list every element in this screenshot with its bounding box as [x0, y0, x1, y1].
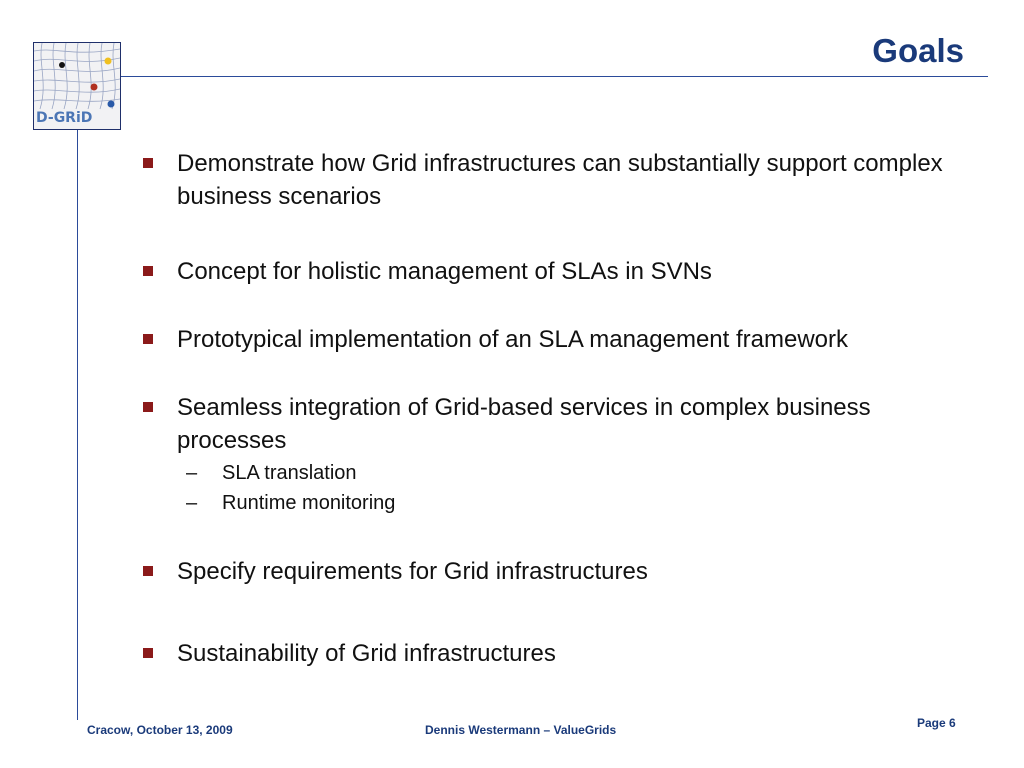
- bullet-square-icon: [143, 566, 153, 576]
- bullet-text: Seamless integration of Grid-based services in complex business processes: [177, 394, 871, 454]
- sub-bullet-text: SLA translation: [222, 462, 357, 484]
- bullet-square-icon: [143, 648, 153, 658]
- footer-author: Dennis Westermann – ValueGrids: [425, 723, 617, 737]
- bullet-item: [140, 555, 990, 588]
- sub-bullet-dash: –: [186, 462, 198, 484]
- bullet-text: Specify requirements for Grid infrastructures: [177, 558, 648, 585]
- bullet-item: [140, 255, 990, 288]
- side-rule: [77, 130, 78, 720]
- footer-date: Cracow, October 13, 2009: [87, 723, 233, 737]
- bullet-text: Demonstrate how Grid infrastructures can substantially support complex business scenarios: [177, 150, 943, 210]
- bullet-square-icon: [143, 402, 153, 412]
- footer-page-number: Page 6: [917, 716, 956, 730]
- bullet-text: Concept for holistic management of SLAs in SVNs: [177, 258, 712, 285]
- slide-title: Goals: [872, 32, 964, 69]
- bullet-text: Sustainability of Grid infrastructures: [177, 640, 556, 667]
- sub-bullet-text: Runtime monitoring: [222, 492, 396, 514]
- sub-bullet-item: [186, 488, 395, 518]
- bullet-text: Prototypical implementation of an SLA management framework: [177, 326, 849, 353]
- bullet-item: [140, 323, 990, 356]
- d-grid-logo: [33, 42, 121, 130]
- logo-text: D-GRiD: [36, 110, 93, 126]
- bullet-item: [140, 147, 990, 213]
- bullet-square-icon: [143, 266, 153, 276]
- sub-bullet-item: [186, 458, 357, 488]
- sub-bullet-dash: –: [186, 492, 198, 514]
- bullet-square-icon: [143, 158, 153, 168]
- bullet-square-icon: [143, 334, 153, 344]
- header-rule: [121, 76, 988, 77]
- bullet-item: [140, 637, 990, 670]
- bullet-item: [140, 391, 900, 457]
